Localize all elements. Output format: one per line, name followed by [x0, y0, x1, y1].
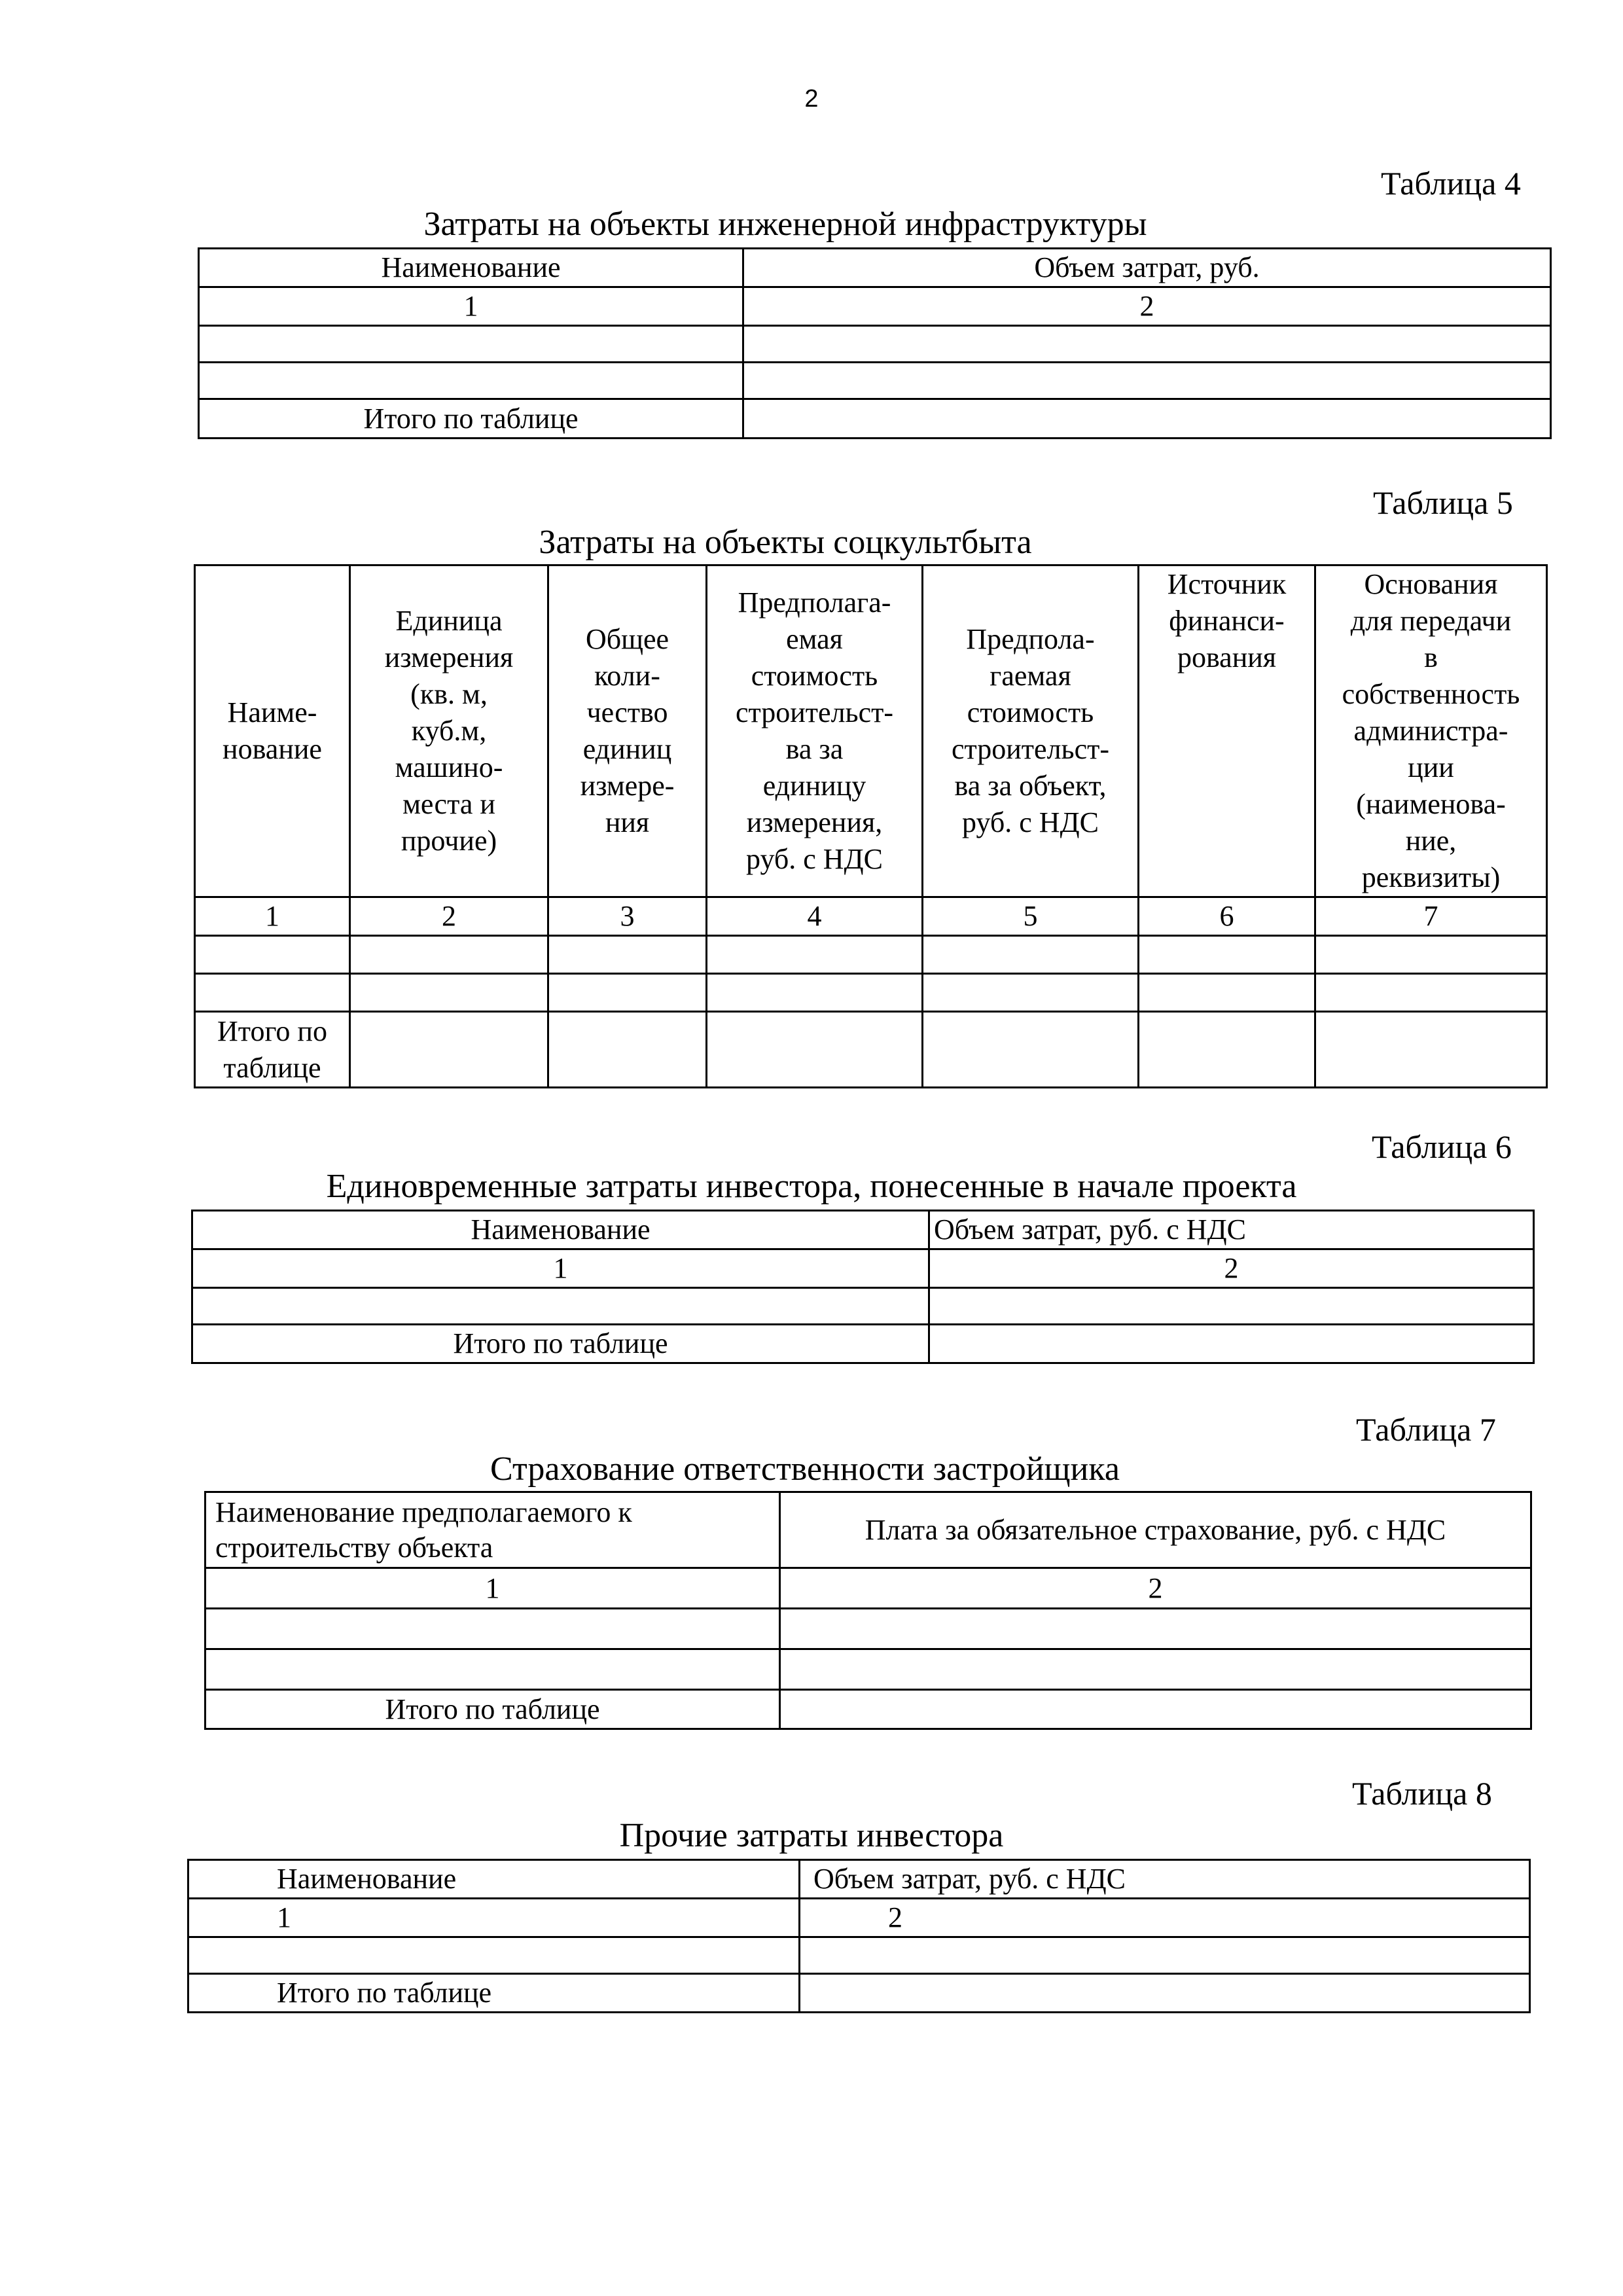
table7-label: Таблица 7	[1356, 1411, 1496, 1448]
table5-number-6: 6	[1139, 897, 1315, 936]
table4-number-1: 1	[199, 287, 743, 326]
table6	[191, 1210, 1535, 1364]
table4-header-name: Наименование	[199, 249, 743, 287]
table8-number-2: 2	[800, 1899, 1530, 1937]
table-row	[192, 1288, 1534, 1325]
table-row	[195, 936, 1547, 974]
table7	[204, 1491, 1532, 1730]
table-row	[205, 1609, 1531, 1649]
table7-header-amount: Плата за обязательное страхование, руб. с НДС	[780, 1492, 1531, 1568]
table6-total-label: Итого по таблице	[192, 1325, 929, 1363]
table5-header-unit: Единица измерения (кв. м, куб.м, машино- места и прочие)	[350, 565, 548, 897]
table5-header-transfer-basis: Основания для передачи в собственность администра- ции (наименова- ние, реквизиты)	[1315, 565, 1547, 897]
table5-number-7: 7	[1315, 897, 1547, 936]
table8-number-1: 1	[188, 1899, 800, 1937]
table7-header-name: Наименование предполагаемого к строительству объекта	[205, 1492, 780, 1568]
table5-number-3: 3	[548, 897, 707, 936]
table-row	[199, 326, 1551, 363]
table-row	[205, 1649, 1531, 1690]
table5-header-funding-source: Источник финанси- рования	[1139, 565, 1315, 897]
table5-total-label: Итого по таблице	[195, 1012, 350, 1088]
table5-number-2: 2	[350, 897, 548, 936]
table6-header-amount: Объем затрат, руб. с НДС	[929, 1211, 1534, 1249]
table6-label: Таблица 6	[1372, 1128, 1512, 1165]
page-number: 2	[804, 85, 819, 113]
table6-title: Единовременные затраты инвестора, понесенные в начале проекта	[326, 1168, 1297, 1205]
table8-title: Прочие затраты инвестора	[619, 1817, 1004, 1854]
table7-number-1: 1	[205, 1568, 780, 1609]
table8	[187, 1859, 1531, 2013]
table-row	[188, 1937, 1530, 1974]
table5-title: Затраты на объекты соцкультбыта	[539, 524, 1032, 561]
table8-label: Таблица 8	[1352, 1775, 1492, 1812]
table4	[198, 247, 1552, 439]
table4-header-amount: Объем затрат, руб.	[743, 249, 1551, 287]
table4-total-label: Итого по таблице	[199, 399, 743, 439]
table7-total-label: Итого по таблице	[205, 1690, 780, 1729]
table8-header-name: Наименование	[188, 1860, 800, 1899]
table6-header-name: Наименование	[192, 1211, 929, 1249]
table-row	[199, 363, 1551, 399]
table6-number-1: 1	[192, 1249, 929, 1288]
table7-number-2: 2	[780, 1568, 1531, 1609]
table5-number-1: 1	[195, 897, 350, 936]
table5-header-name: Наиме- нование	[195, 565, 350, 897]
table8-header-amount: Объем затрат, руб. с НДС	[800, 1860, 1530, 1899]
table8-total-label: Итого по таблице	[188, 1974, 800, 2013]
table4-label: Таблица 4	[1381, 165, 1521, 202]
table4-title: Затраты на объекты инженерной инфраструктуры	[423, 206, 1147, 243]
table5-label: Таблица 5	[1373, 484, 1513, 521]
table5	[194, 564, 1548, 1088]
table5-header-unit-cost: Предполага- емая стоимость строительст- ва за единицу измерения, руб. с НДС	[707, 565, 923, 897]
table5-number-4: 4	[707, 897, 923, 936]
table7-title: Страхование ответственности застройщика	[490, 1450, 1120, 1488]
table5-header-object-cost: Предпола- гаемая стоимость строительст- ва за объект, руб. с НДС	[923, 565, 1139, 897]
table4-number-2: 2	[743, 287, 1551, 326]
table-row	[195, 974, 1547, 1012]
table5-header-quantity: Общее коли- чество единиц измере- ния	[548, 565, 707, 897]
table6-number-2: 2	[929, 1249, 1534, 1288]
table5-number-5: 5	[923, 897, 1139, 936]
